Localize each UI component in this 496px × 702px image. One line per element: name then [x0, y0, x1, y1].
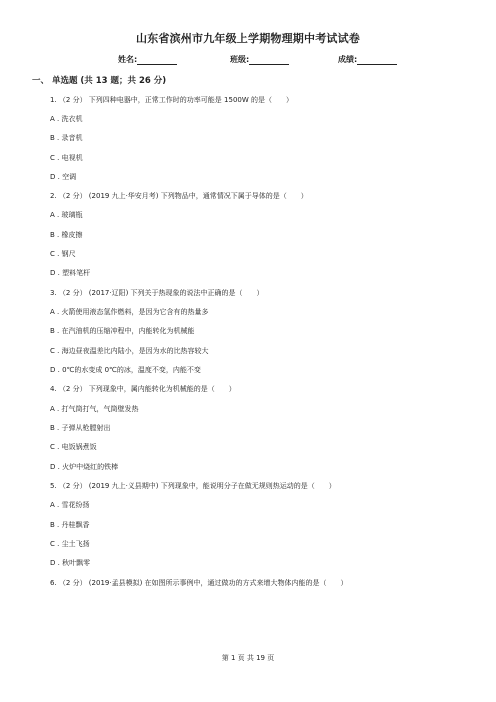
- question-option: B . 子弹从枪膛射出: [50, 424, 111, 432]
- question-option: B . 在汽油机的压缩冲程中，内能转化为机械能: [50, 327, 195, 335]
- question-stem: 4. （2 分） 下列现象中，属内能转化为机械能的是（ ）: [50, 385, 236, 393]
- section-heading: 一、 单选题 (共 13 题；共 26 分): [32, 76, 167, 86]
- page-title: 山东省滨州市九年级上学期物理期中考试试卷: [136, 32, 360, 45]
- question-option: A . 玻璃瓶: [50, 211, 83, 219]
- question-option: B . 橡皮擦: [50, 231, 83, 239]
- name-blank: [137, 56, 177, 65]
- question-option: C . 海边昼夜温差比内陆小，是因为水的比热容较大: [50, 347, 209, 355]
- score-field: [338, 54, 397, 65]
- question-stem: 2. （2 分） (2019 九上·华安月考) 下列物品中，通常情况下属于导体的是（ ）: [50, 192, 308, 200]
- score-label: 成绩:: [338, 55, 358, 64]
- class-field: [230, 54, 289, 65]
- question-option: C . 尘土飞扬: [50, 540, 90, 548]
- question-option: B . 录音机: [50, 134, 83, 142]
- question-option: C . 电饭锅煮饭: [50, 443, 97, 451]
- class-blank: [249, 56, 289, 65]
- question-option: D . 空调: [50, 173, 77, 181]
- question-option: D . 秋叶飘零: [50, 559, 91, 567]
- page-footer: 第 1 页 共 19 页: [221, 654, 275, 662]
- score-blank: [357, 56, 397, 65]
- question-option: D . 塑料笔杆: [50, 269, 91, 277]
- name-label: 姓名:: [118, 55, 138, 64]
- question-option: C . 钢尺: [50, 250, 76, 258]
- question-stem: 3. （2 分） (2017·辽阳) 下列关于热现象的说法中正确的是（ ）: [50, 289, 264, 297]
- question-stem: 1. （2 分） 下列四种电器中，正常工作时的功率可能是 1500W 的是（ ）: [50, 96, 293, 104]
- question-stem: 6. （2 分） (2019·孟县模拟) 在如图所示事例中，通过做功的方式来增大物体内能的是（ ）: [50, 579, 348, 587]
- name-field: [118, 54, 177, 65]
- question-option: B . 丹桂飘香: [50, 521, 90, 529]
- question-option: A . 火箭使用液态氢作燃料，是因为它含有的热量多: [50, 308, 209, 316]
- question-option: D . 0℃的水变成 0℃的冰，温度不变，内能不变: [50, 366, 201, 374]
- class-label: 班级:: [230, 55, 250, 64]
- question-option: D . 火炉中烧红的铁棒: [50, 463, 119, 471]
- question-option: C . 电视机: [50, 154, 83, 162]
- question-option: A . 打气筒打气，气筒壁发热: [50, 405, 139, 413]
- question-stem: 5. （2 分） (2019 九上·义县期中) 下列现象中，能说明分子在做无规则热运动的是（ ）: [50, 482, 336, 490]
- question-option: A . 洗衣机: [50, 115, 83, 123]
- question-option: A . 雪花纷扬: [50, 501, 90, 509]
